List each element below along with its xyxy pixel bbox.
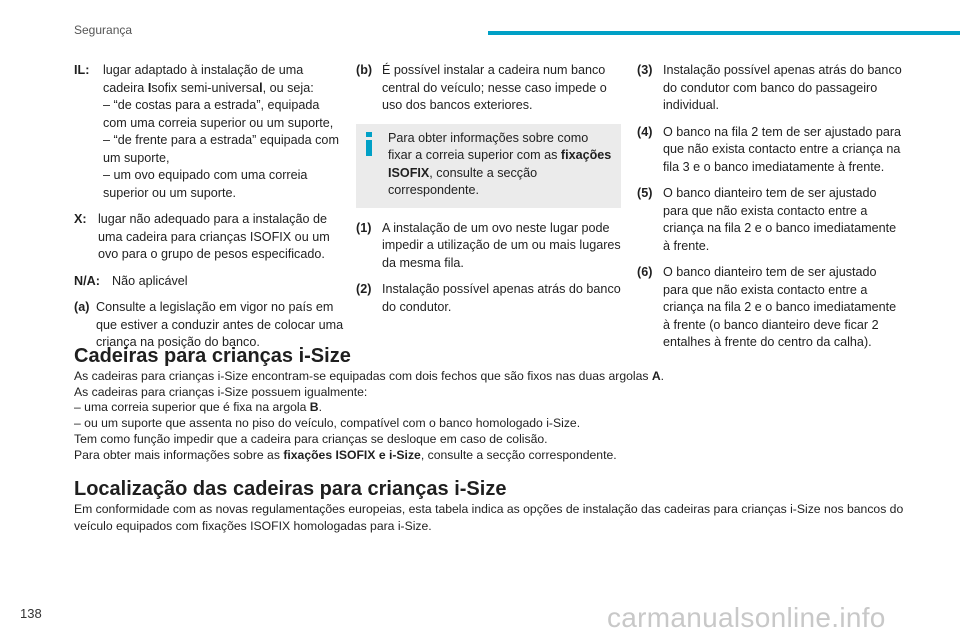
legend-text: Consulte a legislação em vigor no país em que estiver a conduzir antes de colocar uma criança na posição do banco.: [96, 300, 344, 349]
location-paragraph: Em conformidade com as novas regulamentações europeias, esta tabela indica as opções de instalação das cadeiras para crianças i-Size nos bancos do veículo equipados com fixações ISOFIX homologadas para i-Size.: [74, 502, 904, 533]
legend-item-2: [356, 281, 621, 316]
info-note: [356, 124, 621, 208]
legend-item-il: [74, 62, 346, 202]
legend-text: A instalação de um ovo neste lugar pode impedir a utilização de um ou mais lugares da mesma fila.: [382, 220, 621, 270]
header-section-title: Segurança: [74, 23, 133, 37]
watermark: carmanualsonline.info: [607, 602, 886, 633]
column-2: [356, 62, 621, 325]
column-1: [74, 62, 346, 361]
legend-text: É possível instalar a cadeira num banco central do veículo; nesse caso impede o uso dos bancos exteriores.: [382, 63, 607, 112]
legend-text: lugar não adequado para a instalação de uma cadeira para crianças ISOFIX ou um ovo para o grupo de pesos especificado.: [98, 212, 330, 261]
section-heading-isize: Cadeiras para crianças i-Size: [74, 345, 351, 367]
legend-tag: (3): [637, 63, 653, 77]
section-heading-location: Localização das cadeiras para crianças i-Size: [74, 478, 507, 500]
legend-item-a: [74, 299, 346, 352]
page-number: 138: [20, 606, 42, 621]
legend-tag: (6): [637, 265, 653, 279]
info-note-text: Para obter informações sobre como fixar a correia superior com as fixações ISOFIX, consulte a secção correspondente.: [388, 130, 612, 197]
legend-tag: X:: [74, 212, 87, 226]
legend-text: O banco na fila 2 tem de ser ajustado para que não exista contacto entre a criança na fila 3 e o banco imediatamente à frente.: [663, 124, 902, 174]
legend-item-1: [356, 220, 621, 273]
legend-text: O banco dianteiro tem de ser ajustado para que não exista contacto entre a criança na fila 2 e o banco imediatamente à frente (o banco dianteiro deve ficar 2 entalhes à frente do centro da calha).: [663, 265, 897, 349]
info-icon: [364, 132, 374, 156]
legend-tag: (5): [637, 186, 653, 200]
legend-item-5: [637, 185, 902, 255]
header-accent-bar: [488, 31, 960, 35]
legend-item-6: [637, 264, 902, 352]
legend-item-x: [74, 211, 346, 264]
legend-text: Instalação possível apenas atrás do banco do condutor.: [382, 282, 621, 314]
isize-paragraph: As cadeiras para crianças i-Size encontram-se equipadas com dois fechos que são fixos nas duas argolas A. As cadeiras para crianças i-Size possuem igualmente: – uma correia superior que é fixa na argola B. – ou um suporte que assenta no piso do veículo, compatível com o banco homologado i-Size. Tem como função impedir que a cadeira para crianças se desloque em caso de colisão. Para obter mais informações sobre as fixações ISOFIX e i-Size, consulte a secção correspondente.: [74, 369, 665, 462]
legend-text: lugar adaptado à instalação de uma cadeira Isofix semi-universal, ou seja: – “de costas para a estrada”, equipada com uma correia superior ou um suporte, – “de frente para a estrada” equipada com um suporte, – um ovo equipado com uma correia superior ou um suporte.: [103, 63, 339, 200]
legend-tag: IL:: [74, 63, 90, 77]
legend-item-b: [356, 62, 621, 115]
legend-item-3: [637, 62, 902, 115]
legend-text: Não aplicável: [112, 273, 188, 288]
legend-tag: (b): [356, 63, 373, 77]
legend-tag: N/A:: [74, 273, 100, 288]
legend-text: O banco dianteiro tem de ser ajustado para que não exista contacto entre a criança na fila 2 e o banco imediatamente à frente.: [663, 186, 897, 253]
legend-tag: (4): [637, 124, 653, 139]
legend-tag: (a): [74, 300, 90, 314]
column-3: [637, 62, 902, 361]
legend-tag: (1): [356, 220, 372, 235]
legend-item-na: [74, 273, 346, 291]
legend-item-4: [637, 124, 902, 177]
legend-text: Instalação possível apenas atrás do banco do condutor com banco do passageiro individual.: [663, 63, 902, 112]
legend-tag: (2): [356, 282, 372, 296]
